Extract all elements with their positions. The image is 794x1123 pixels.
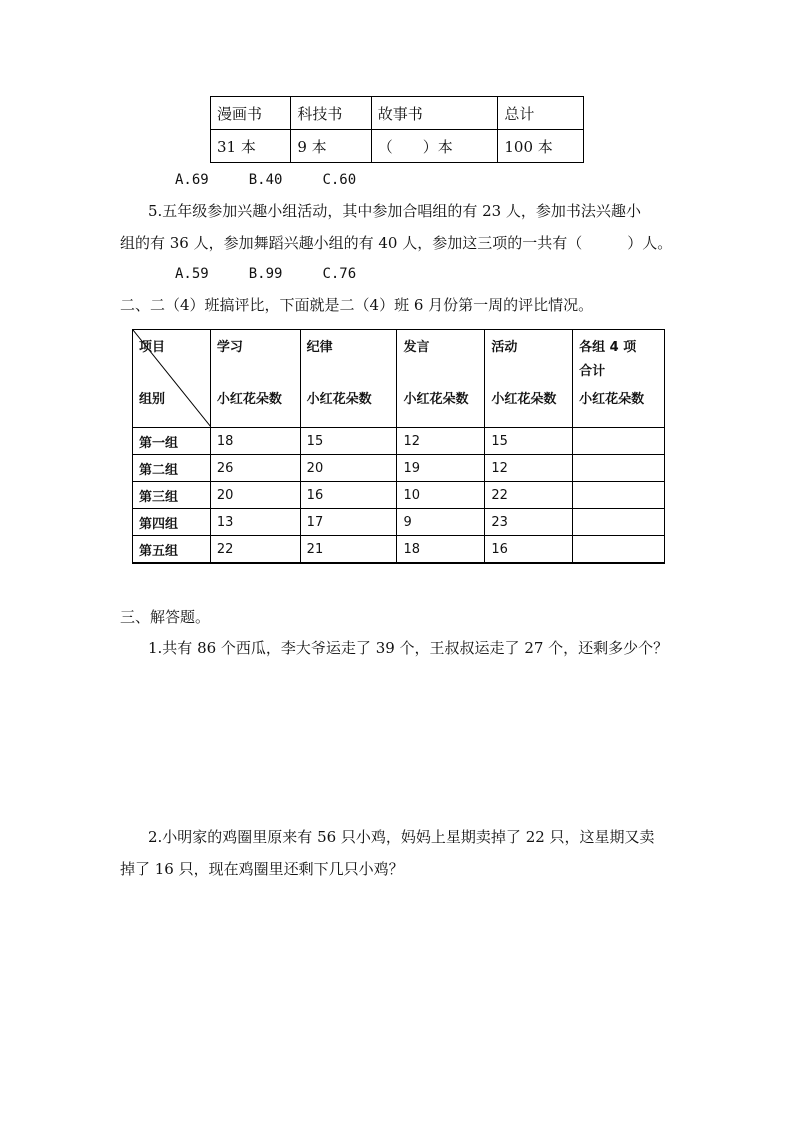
column-name: 发言	[403, 340, 430, 355]
q5-line1: 5.五年级参加兴趣小组活动，其中参加合唱组的有 23 人，参加书法兴趣小	[148, 202, 641, 220]
table-row	[133, 428, 665, 455]
table-cell: 12	[397, 428, 485, 455]
table-cell: 23	[485, 509, 573, 536]
section3-question-2-line1: 2.小明家的鸡圈里原来有 56 只小鸡，妈妈上星期卖掉了 22 只，这星期又卖	[148, 828, 655, 846]
books-header-cell: 故事书	[371, 97, 498, 130]
q4-option-a: A.69	[175, 172, 209, 188]
q5-option-a: A.59	[175, 266, 209, 282]
section3-question-1: 1.共有 86 个西瓜，李大爷运走了 39 个，王叔叔运走了 27 个，还剩多少个？	[148, 639, 669, 657]
table-cell: 18	[210, 428, 300, 455]
books-header-row	[211, 97, 584, 130]
column-sub: 小红花朵数	[403, 392, 469, 407]
column-name: 学习	[216, 340, 243, 355]
section3-title: 三、解答题。	[120, 608, 211, 626]
table-cell: 20	[300, 455, 397, 482]
group-label: 第四组	[133, 509, 211, 536]
column-sub: 小红花朵数	[491, 392, 557, 407]
table-cell: 22	[485, 482, 573, 509]
column-header-discipline	[300, 330, 397, 428]
evaluation-table	[132, 329, 665, 564]
q5-option-b: B.99	[248, 266, 283, 282]
q4-options	[175, 170, 396, 188]
total-line1: 各组 4 项	[579, 340, 637, 355]
table-cell: 22	[210, 536, 300, 564]
table-row	[133, 536, 665, 564]
column-sub: 小红花朵数	[306, 392, 372, 407]
total-cell	[573, 509, 665, 536]
books-value-cell: （ ）本	[371, 130, 498, 163]
total-cell	[573, 455, 665, 482]
evaluation-header-row	[133, 330, 665, 428]
books-value-cell: 9 本	[291, 130, 371, 163]
table-row	[133, 509, 665, 536]
table-cell: 9	[397, 509, 485, 536]
column-sub: 小红花朵数	[216, 392, 282, 407]
table-cell: 15	[485, 428, 573, 455]
books-header-cell: 漫画书	[211, 97, 291, 130]
table-cell: 26	[210, 455, 300, 482]
table-cell: 18	[397, 536, 485, 564]
total-cell	[573, 536, 665, 564]
table-cell: 20	[210, 482, 300, 509]
corner-label-item: 项目	[139, 340, 166, 355]
table-cell: 17	[300, 509, 397, 536]
column-header-study	[210, 330, 300, 428]
q5-option-c: C.76	[322, 266, 357, 282]
books-header-cell: 总计	[498, 97, 584, 130]
books-value-row	[211, 130, 584, 163]
books-table	[210, 96, 584, 163]
table-cell: 12	[485, 455, 573, 482]
q5-line2: 组的有 36 人，参加舞蹈兴趣小组的有 40 人，参加这三项的一共有（ ）人。	[120, 234, 673, 252]
section2-title: 二、二（4）班搞评比，下面就是二（4）班 6 月份第一周的评比情况。	[120, 296, 594, 314]
table-cell: 16	[485, 536, 573, 564]
table-cell: 16	[300, 482, 397, 509]
table-cell: 10	[397, 482, 485, 509]
books-header-cell: 科技书	[291, 97, 371, 130]
table-cell: 13	[210, 509, 300, 536]
total-line2: 合计	[579, 364, 606, 379]
group-label: 第三组	[133, 482, 211, 509]
column-header-total	[573, 330, 665, 428]
table-row	[133, 482, 665, 509]
column-name: 活动	[491, 340, 518, 355]
books-value-cell: 31 本	[211, 130, 291, 163]
group-label: 第五组	[133, 536, 211, 564]
section3-question-2-line2: 掉了 16 只，现在鸡圈里还剩下几只小鸡？	[120, 860, 404, 878]
table-cell: 19	[397, 455, 485, 482]
total-line3: 小红花朵数	[579, 392, 645, 407]
group-label: 第一组	[133, 428, 211, 455]
table-row	[133, 455, 665, 482]
q4-option-c: C.60	[322, 172, 357, 188]
group-label: 第二组	[133, 455, 211, 482]
column-header-speaking	[397, 330, 485, 428]
table-cell: 15	[300, 428, 397, 455]
table-cell: 21	[300, 536, 397, 564]
corner-label-group: 组别	[139, 392, 166, 407]
corner-header-cell	[133, 330, 211, 428]
total-cell	[573, 428, 665, 455]
q4-option-b: B.40	[248, 172, 283, 188]
total-cell	[573, 482, 665, 509]
column-header-activity	[485, 330, 573, 428]
column-name: 纪律	[306, 340, 333, 355]
q5-options	[175, 264, 396, 282]
books-value-cell: 100 本	[498, 130, 584, 163]
